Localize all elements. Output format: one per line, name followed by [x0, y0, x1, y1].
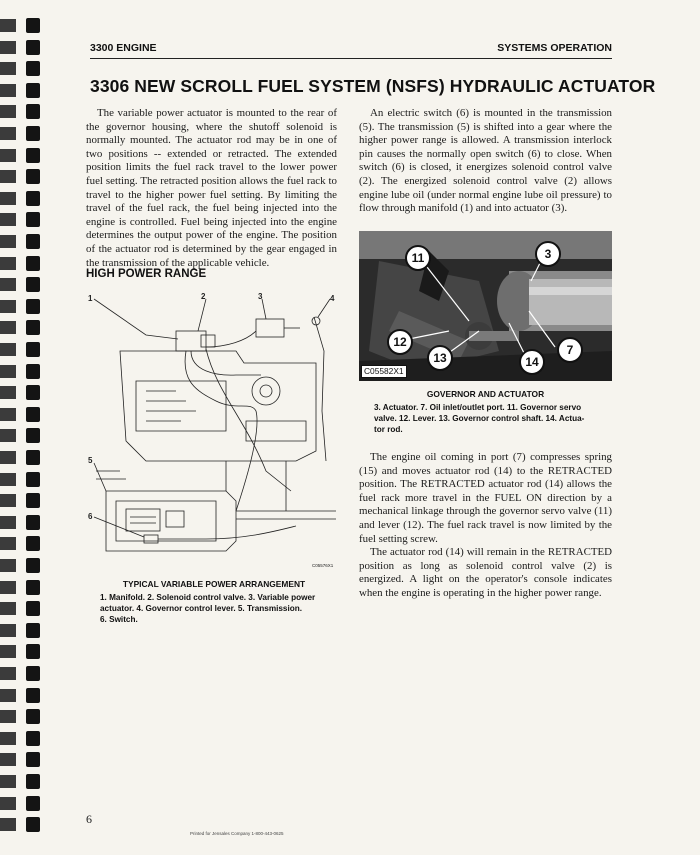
binding-hole	[26, 61, 40, 76]
binding-hole	[26, 688, 40, 703]
binding-coil	[0, 127, 16, 140]
caption-line: 3. Actuator. 7. Oil inlet/outlet port. 11. Governor servo	[374, 403, 582, 412]
binding-coil	[0, 19, 16, 32]
binding-hole	[26, 40, 40, 55]
binding-hole	[26, 169, 40, 184]
binding-coil	[0, 105, 16, 118]
header-rule	[90, 58, 612, 59]
binding-coil	[0, 710, 16, 723]
binding-hole	[26, 277, 40, 292]
binding-coil	[0, 41, 16, 54]
binding-hole	[26, 536, 40, 551]
diagram-label: 3	[258, 292, 263, 301]
binding-coil	[0, 365, 16, 378]
binding-coil	[0, 170, 16, 183]
right-paragraph-3: The actuator rod (14) will remain in the RETRACTED position as long as solenoid control valve (2) is energized. A light on the operator's console indicates when the engine is operating in the higher power range.	[359, 546, 612, 599]
binding-hole	[26, 191, 40, 206]
binding-hole	[26, 666, 40, 681]
header-right: SYSTEMS OPERATION	[497, 42, 612, 54]
spiral-binding	[0, 0, 58, 855]
binding-hole	[26, 774, 40, 789]
caption-line: valve. 12. Lever. 13. Governor control shaft. 14. Actua-	[374, 414, 585, 423]
binding-hole	[26, 817, 40, 832]
binding-coil	[0, 429, 16, 442]
binding-coil	[0, 645, 16, 658]
callout-7: 7	[557, 337, 583, 363]
binding-hole	[26, 428, 40, 443]
governor-actuator-photo	[359, 231, 612, 381]
binding-hole	[26, 364, 40, 379]
callout-11: 11	[405, 245, 431, 271]
binding-hole	[26, 342, 40, 357]
binding-hole	[26, 83, 40, 98]
binding-coil	[0, 667, 16, 680]
binding-hole	[26, 601, 40, 616]
binding-hole	[26, 796, 40, 811]
callout-13: 13	[427, 345, 453, 371]
variable-power-diagram	[86, 291, 342, 573]
binding-hole	[26, 450, 40, 465]
page-title: 3306 NEW SCROLL FUEL SYSTEM (NSFS) HYDRAULIC ACTUATOR	[90, 76, 656, 96]
binding-hole	[26, 623, 40, 638]
binding-hole	[26, 299, 40, 314]
binding-coil	[0, 408, 16, 421]
binding-coil	[0, 473, 16, 486]
binding-coil	[0, 559, 16, 572]
callout-3: 3	[535, 241, 561, 267]
binding-hole	[26, 320, 40, 335]
binding-coil	[0, 84, 16, 97]
binding-hole	[26, 515, 40, 530]
diagram-label: 1	[88, 294, 93, 303]
section-heading: HIGH POWER RANGE	[86, 268, 207, 280]
binding-coil	[0, 818, 16, 831]
binding-hole	[26, 558, 40, 573]
binding-coil	[0, 602, 16, 615]
binding-hole	[26, 731, 40, 746]
binding-coil	[0, 537, 16, 550]
binding-hole	[26, 580, 40, 595]
binding-hole	[26, 709, 40, 724]
binding-coil	[0, 516, 16, 529]
photo-caption	[374, 402, 614, 435]
binding-coil	[0, 494, 16, 507]
binding-hole	[26, 104, 40, 119]
binding-hole	[26, 126, 40, 141]
binding-coil	[0, 753, 16, 766]
binding-hole	[26, 407, 40, 422]
diagram-label: 2	[201, 292, 206, 301]
caption-line: 6. Switch.	[100, 615, 138, 624]
diagram-caption	[100, 592, 340, 625]
binding-coil	[0, 235, 16, 248]
binding-hole	[26, 385, 40, 400]
binding-coil	[0, 300, 16, 313]
binding-coil	[0, 62, 16, 75]
diagram-label: 4	[330, 294, 335, 303]
caption-line: actuator. 4. Governor control lever. 5. Transmission.	[100, 604, 303, 613]
binding-coil	[0, 213, 16, 226]
binding-hole	[26, 493, 40, 508]
binding-hole	[26, 148, 40, 163]
binding-hole	[26, 234, 40, 249]
binding-hole	[26, 472, 40, 487]
binding-hole	[26, 212, 40, 227]
photo-code: C05582X1	[361, 365, 407, 378]
binding-coil	[0, 689, 16, 702]
binding-coil	[0, 257, 16, 270]
diagram-label: 6	[88, 512, 93, 521]
header-left: 3300 ENGINE	[90, 42, 157, 54]
binding-coil	[0, 732, 16, 745]
callout-14: 14	[519, 349, 545, 375]
binding-coil	[0, 149, 16, 162]
page-number: 6	[86, 812, 92, 826]
binding-hole	[26, 644, 40, 659]
caption-line: 1. Manifold. 2. Solenoid control valve. 3. Variable power	[100, 593, 316, 602]
diagram-label: 5	[88, 456, 93, 465]
binding-coil	[0, 321, 16, 334]
binding-coil	[0, 797, 16, 810]
intro-paragraph: The variable power actuator is mounted to the rear of the governor housing, where the shutoff solenoid is normally mounted. The actuator rod may be in one of two positions -- extended or retracted. The extended position limits the fuel rack travel to the lower power fuel setting. The retracted position allows the fuel rack to travel to the higher power fuel setting. By limiting the travel of the fuel rack, the fuel being injected into the engine is controlled. Fuel being injected into the engine determines the output power of the engine. The position of the actuator rod is determined by the gear engaged in the transmission of the applicable vehicle.	[86, 107, 337, 269]
binding-coil	[0, 451, 16, 464]
binding-coil	[0, 343, 16, 356]
binding-hole	[26, 256, 40, 271]
binding-coil	[0, 581, 16, 594]
right-paragraph-1: An electric switch (6) is mounted in the transmission (5). The transmission (5) is shifted into a gear where the higher power range is allowed. A transmission interlock pin causes the normally open switch (6) to close. When switch (6) is closed, it energizes solenoid control valve (2). The energized solenoid control valve (2) allows engine lube oil (under normal engine lube oil pressure) to flow through manifold (1) and into actuator (3).	[359, 107, 612, 215]
binding-coil	[0, 386, 16, 399]
binding-hole	[26, 18, 40, 33]
right-paragraph-2: The engine oil coming in port (7) compresses spring (15) and moves actuator rod (14) to the RETRACTED position. The RETRACTED actuator rod (14) allows the fuel rack more travel in the FUEL ON direction by a mechanical linkage through the governor servo valve (11) and lever (12). The fuel rack travel is now limited by the fuel setting screw.	[359, 451, 612, 545]
binding-hole	[26, 752, 40, 767]
printed-by-note: Printed for Jensales Company 1-800-443-0625	[190, 831, 284, 836]
photo-caption-title: GOVERNOR AND ACTUATOR	[426, 389, 545, 399]
binding-coil	[0, 624, 16, 637]
callout-12: 12	[387, 329, 413, 355]
diagram-code: C05576X1	[312, 563, 334, 568]
binding-coil	[0, 192, 16, 205]
binding-coil	[0, 278, 16, 291]
caption-line: tor rod.	[374, 425, 403, 434]
diagram-caption-title: TYPICAL VARIABLE POWER ARRANGEMENT	[122, 579, 306, 589]
binding-coil	[0, 775, 16, 788]
